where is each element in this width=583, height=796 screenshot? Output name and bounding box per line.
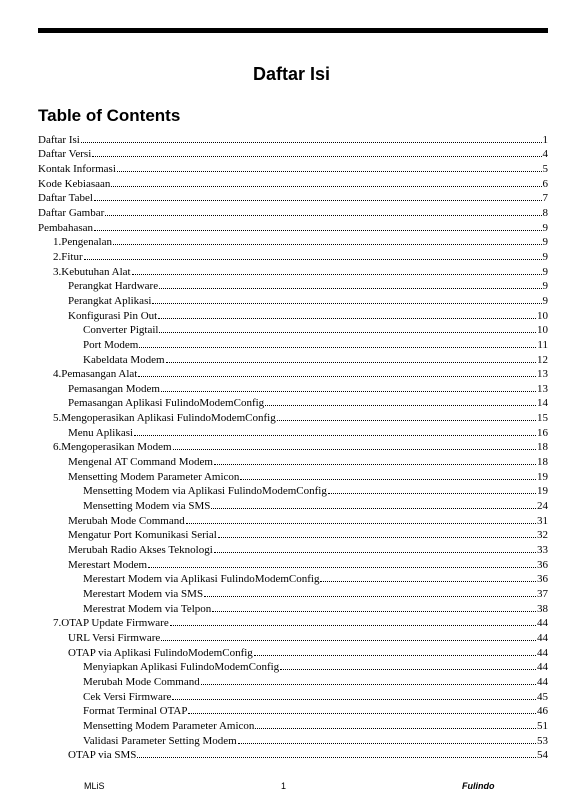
toc-entry-label: Mengenal AT Command Modem xyxy=(68,456,213,469)
toc-leader-dots xyxy=(84,258,542,260)
toc-leader-dots xyxy=(139,346,536,348)
toc-leader-dots xyxy=(132,273,542,275)
toc-entry[interactable] xyxy=(38,615,548,630)
toc-entry[interactable] xyxy=(38,732,548,747)
toc-entry[interactable] xyxy=(38,527,548,542)
toc-entry-page: 24 xyxy=(537,500,548,513)
toc-leader-dots xyxy=(238,742,536,744)
toc-heading: Table of Contents xyxy=(38,106,181,125)
toc-entry-page: 9 xyxy=(542,236,548,249)
toc-entry-page: 9 xyxy=(542,294,548,307)
toc-leader-dots xyxy=(117,170,542,172)
toc-leader-dots xyxy=(159,287,541,289)
toc-leader-dots xyxy=(186,522,536,524)
toc-entry[interactable] xyxy=(38,292,548,307)
toc-entry-label: Konfigurasi Pin Out xyxy=(68,309,158,322)
toc-entry-label: OTAP via Aplikasi FulindoModemConfig xyxy=(68,646,253,659)
toc-leader-dots xyxy=(94,229,542,231)
toc-leader-dots xyxy=(113,243,542,245)
toc-entry[interactable] xyxy=(38,278,548,293)
toc-entry-label: 1.Pengenalan xyxy=(53,236,112,249)
toc-entry-label: Menyiapkan Aplikasi FulindoModemConfig xyxy=(83,661,280,674)
toc-entry-label: Merubah Mode Command xyxy=(68,514,185,527)
toc-entry-page: 9 xyxy=(542,250,548,263)
toc-leader-dots xyxy=(172,698,536,700)
toc-entry-page: 11 xyxy=(537,338,548,351)
toc-entry-page: 45 xyxy=(537,690,548,703)
toc-entry[interactable] xyxy=(38,512,548,527)
toc-leader-dots xyxy=(161,390,536,392)
toc-entry[interactable] xyxy=(38,717,548,732)
toc-entry-label: Merestart Modem via SMS xyxy=(83,588,204,600)
toc-entry-page: 36 xyxy=(537,558,548,571)
toc-leader-dots xyxy=(218,536,536,538)
toc-entry-page: 18 xyxy=(537,456,548,469)
toc-entry-page: 54 xyxy=(537,749,548,762)
toc-entry[interactable] xyxy=(38,600,548,615)
toc-entry-page: 33 xyxy=(537,544,548,557)
toc-entry-page: 31 xyxy=(537,514,548,527)
toc-entry-label: Menu Aplikasi xyxy=(68,426,134,439)
toc-entry[interactable] xyxy=(38,219,548,234)
toc-leader-dots xyxy=(211,507,536,509)
toc-leader-dots xyxy=(81,141,542,143)
toc-entry-page: 44 xyxy=(537,675,548,688)
toc-entry-label: Pemasangan Modem xyxy=(68,382,160,395)
toc-leader-dots xyxy=(170,624,536,626)
toc-entry-label: Converter Pigtail xyxy=(83,324,159,337)
toc-entry[interactable] xyxy=(38,322,548,337)
toc-entry-page: 13 xyxy=(537,368,548,381)
toc-entry-page: 4 xyxy=(542,148,548,161)
toc-entry-label: Port Modem xyxy=(83,338,139,351)
toc-leader-dots xyxy=(212,610,536,612)
footer-brand: Fulindo xyxy=(462,781,495,791)
toc-entry-page: 9 xyxy=(542,221,548,234)
toc-entry-page: 10 xyxy=(537,324,548,337)
toc-entry-page: 8 xyxy=(542,206,548,219)
toc-entry-page: 1 xyxy=(542,133,548,146)
toc-entry-page: 13 xyxy=(537,382,548,395)
toc-entry-page: 46 xyxy=(537,705,548,718)
toc-entry-page: 14 xyxy=(537,397,548,410)
toc-entry-page: 32 xyxy=(537,529,548,542)
toc-entry-page: 16 xyxy=(537,426,548,439)
toc-entry[interactable] xyxy=(38,439,548,454)
toc-entry[interactable] xyxy=(38,585,548,600)
toc-entry-page: 38 xyxy=(537,602,548,615)
toc-entry-page: 7 xyxy=(542,192,548,205)
toc-leader-dots xyxy=(280,668,536,670)
toc-entry-label: 4.Pemasangan Alat xyxy=(53,368,138,381)
toc-entry-page: 10 xyxy=(537,309,548,322)
toc-entry[interactable] xyxy=(38,204,548,219)
toc-entry-label: 3.Kebutuhan Alat xyxy=(53,265,131,278)
toc-entry-page: 12 xyxy=(537,353,548,366)
toc-entry-page: 9 xyxy=(542,265,548,278)
toc-leader-dots xyxy=(111,185,541,187)
toc-leader-dots xyxy=(138,375,536,377)
toc-entry-label: Kabeldata Modem xyxy=(83,353,165,366)
toc-leader-dots xyxy=(137,756,536,758)
toc-entry-label: Cek Versi Firmware xyxy=(83,690,172,703)
toc-entry-label: Mensetting Modem Parameter Amicon xyxy=(83,719,255,732)
toc-entry-label: 5.Mengoperasikan Aplikasi FulindoModemConfig xyxy=(53,412,276,425)
toc-entry-label: Daftar Isi xyxy=(38,133,80,146)
toc-entry-page: 19 xyxy=(537,470,548,483)
table-of-contents xyxy=(38,131,548,761)
toc-entry[interactable] xyxy=(38,395,548,410)
toc-entry[interactable] xyxy=(38,703,548,718)
toc-entry[interactable] xyxy=(38,160,548,175)
toc-leader-dots xyxy=(152,302,541,304)
toc-leader-dots xyxy=(92,155,541,157)
toc-leader-dots xyxy=(328,492,536,494)
toc-entry-label: URL Versi Firmware xyxy=(68,631,161,644)
toc-entry[interactable] xyxy=(38,175,548,190)
toc-entry[interactable] xyxy=(38,659,548,674)
toc-entry[interactable] xyxy=(38,541,548,556)
toc-entry-label: Daftar Versi xyxy=(38,148,92,161)
toc-entry[interactable] xyxy=(38,468,548,483)
toc-leader-dots xyxy=(204,595,536,597)
toc-leader-dots xyxy=(240,478,536,480)
toc-entry-label: Daftar Tabel xyxy=(38,192,93,205)
footer-left-text: MLiS xyxy=(84,781,105,791)
toc-entry[interactable] xyxy=(38,380,548,395)
toc-entry-label: Kode Kebiasaan xyxy=(38,177,111,190)
toc-entry-page: 15 xyxy=(537,412,548,425)
toc-entry-page: 5 xyxy=(542,162,548,175)
toc-entry-label: OTAP via SMS xyxy=(68,749,137,762)
toc-entry-label: Mengatur Port Komunikasi Serial xyxy=(68,529,217,542)
toc-entry[interactable] xyxy=(38,336,548,351)
toc-entry-label: Mensetting Modem via Aplikasi FulindoModemConfig xyxy=(83,485,327,498)
toc-entry-label: Pembahasan xyxy=(38,221,93,234)
toc-entry-label: Mensetting Modem via SMS xyxy=(83,500,211,513)
toc-entry-page: 44 xyxy=(537,617,548,630)
toc-leader-dots xyxy=(201,683,536,685)
toc-leader-dots xyxy=(214,551,536,553)
toc-entry[interactable] xyxy=(38,234,548,249)
toc-entry-page: 51 xyxy=(537,719,548,732)
toc-leader-dots xyxy=(277,419,536,421)
toc-entry[interactable] xyxy=(38,424,548,439)
toc-entry-page: 37 xyxy=(537,588,548,600)
toc-entry[interactable] xyxy=(38,263,548,278)
toc-entry[interactable] xyxy=(38,497,548,512)
toc-entry-label: Merubah Radio Akses Teknologi xyxy=(68,544,213,557)
toc-entry-label: Format Terminal OTAP xyxy=(83,705,188,718)
toc-entry[interactable] xyxy=(38,556,548,571)
toc-leader-dots xyxy=(94,199,542,201)
toc-entry[interactable] xyxy=(38,409,548,424)
footer-page-number: 1 xyxy=(281,781,287,791)
toc-leader-dots xyxy=(159,331,536,333)
toc-leader-dots xyxy=(134,434,536,436)
toc-entry-page: 44 xyxy=(537,646,548,659)
toc-leader-dots xyxy=(188,712,536,714)
toc-entry[interactable] xyxy=(38,571,548,586)
toc-entry-label: Kontak Informasi xyxy=(38,162,116,175)
toc-entry-page: 44 xyxy=(537,631,548,644)
toc-entry-label: 7.OTAP Update Firmware xyxy=(53,617,169,630)
toc-entry[interactable] xyxy=(38,131,548,146)
toc-entry-label: 2.Fitur xyxy=(53,250,83,263)
toc-entry[interactable] xyxy=(38,146,548,161)
toc-entry-label: 6.Mengoperasikan Modem xyxy=(53,441,172,454)
toc-leader-dots xyxy=(105,214,541,216)
toc-entry[interactable] xyxy=(38,190,548,205)
toc-entry-label: Merestrat Modem via Telpon xyxy=(83,602,212,615)
toc-entry-page: 19 xyxy=(537,485,548,498)
toc-entry-label: Pemasangan Aplikasi FulindoModemConfig xyxy=(68,397,265,410)
toc-leader-dots xyxy=(166,361,536,363)
toc-leader-dots xyxy=(148,566,536,568)
toc-leader-dots xyxy=(214,463,536,465)
toc-entry-label: Merubah Mode Command xyxy=(83,675,200,688)
toc-entry[interactable] xyxy=(38,453,548,468)
toc-entry[interactable] xyxy=(38,351,548,366)
toc-entry[interactable] xyxy=(38,483,548,498)
toc-entry-page: 9 xyxy=(542,280,548,293)
toc-entry-page: 53 xyxy=(537,734,548,747)
toc-entry[interactable] xyxy=(38,688,548,703)
toc-entry[interactable] xyxy=(38,747,548,762)
toc-entry[interactable] xyxy=(38,673,548,688)
toc-entry-page: 36 xyxy=(537,573,548,586)
toc-leader-dots xyxy=(161,639,536,641)
toc-entry-page: 6 xyxy=(542,177,548,190)
toc-entry[interactable] xyxy=(38,366,548,381)
toc-entry[interactable] xyxy=(38,629,548,644)
toc-entry-label: Perangkat Hardware xyxy=(68,280,159,293)
toc-entry-label: Validasi Parameter Setting Modem xyxy=(83,734,237,747)
header-rule xyxy=(38,28,548,33)
toc-entry-label: Daftar Gambar xyxy=(38,206,105,219)
page-title: Daftar Isi xyxy=(252,64,331,84)
toc-entry-label: Perangkat Aplikasi xyxy=(68,294,152,307)
toc-entry-page: 18 xyxy=(537,441,548,454)
toc-leader-dots xyxy=(254,654,536,656)
toc-leader-dots xyxy=(265,404,536,406)
toc-entry-label: Mensetting Modem Parameter Amicon xyxy=(68,470,240,483)
toc-entry-label: Merestart Modem xyxy=(68,558,148,571)
toc-leader-dots xyxy=(173,448,536,450)
toc-leader-dots xyxy=(255,727,536,729)
toc-entry-label: Merestart Modem via Aplikasi FulindoModemConfig xyxy=(83,573,320,586)
toc-entry[interactable] xyxy=(38,307,548,322)
toc-entry-page: 44 xyxy=(537,661,548,674)
toc-entry[interactable] xyxy=(38,248,548,263)
toc-leader-dots xyxy=(158,317,536,319)
toc-entry[interactable] xyxy=(38,644,548,659)
toc-leader-dots xyxy=(320,580,536,582)
